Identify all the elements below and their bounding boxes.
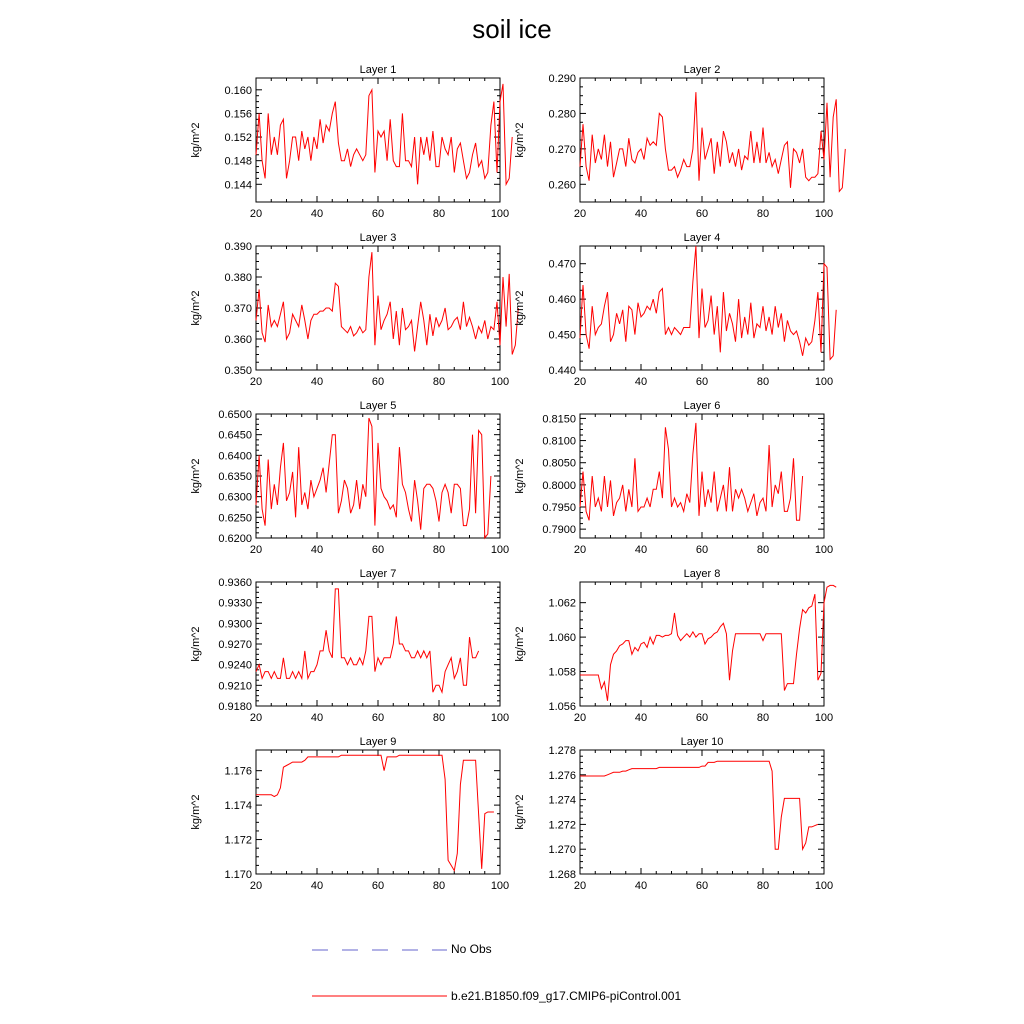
y-axis-label: kg/m^2 bbox=[514, 626, 526, 662]
y-tick-label: 0.160 bbox=[224, 84, 252, 97]
plot-frame bbox=[580, 78, 824, 202]
x-tick-label: 60 bbox=[695, 880, 709, 892]
x-tick-label: 60 bbox=[371, 208, 385, 220]
panel-title: Layer 9 bbox=[359, 736, 397, 748]
y-tick-label: 0.470 bbox=[548, 258, 576, 271]
x-tick-label: 100 bbox=[814, 208, 834, 220]
x-tick-label: 20 bbox=[573, 208, 587, 220]
x-tick-label: 60 bbox=[695, 376, 709, 388]
panel-title: Layer 10 bbox=[680, 736, 724, 748]
y-tick-label: 0.370 bbox=[224, 303, 252, 315]
panel-title: Layer 3 bbox=[359, 232, 397, 244]
x-tick-label: 80 bbox=[756, 208, 770, 220]
plot-frame bbox=[580, 246, 824, 370]
x-tick-label: 40 bbox=[310, 712, 324, 724]
y-tick-label: 0.8000 bbox=[542, 479, 576, 492]
series-line bbox=[580, 92, 845, 191]
x-tick-label: 60 bbox=[695, 544, 709, 556]
y-tick-label: 0.360 bbox=[224, 334, 252, 346]
y-tick-label: 1.274 bbox=[548, 794, 576, 807]
x-tick-label: 20 bbox=[249, 544, 263, 556]
y-tick-label: 0.6400 bbox=[218, 450, 252, 463]
x-tick-label: 100 bbox=[490, 208, 510, 220]
panel-layer-4 bbox=[514, 232, 836, 388]
y-tick-label: 0.270 bbox=[548, 143, 576, 156]
y-tick-label: 0.6500 bbox=[218, 409, 252, 421]
y-tick-label: 1.176 bbox=[224, 765, 252, 778]
y-tick-label: 1.268 bbox=[548, 869, 576, 881]
y-axis-label: kg/m^2 bbox=[190, 290, 202, 326]
panel-layer-8 bbox=[514, 568, 836, 724]
y-tick-label: 0.6250 bbox=[218, 512, 252, 525]
series-line bbox=[580, 761, 818, 849]
panel-layer-5 bbox=[190, 400, 509, 556]
x-tick-label: 60 bbox=[695, 712, 709, 724]
x-tick-label: 80 bbox=[432, 376, 446, 388]
y-axis-label: kg/m^2 bbox=[190, 458, 202, 494]
x-tick-label: 20 bbox=[573, 376, 587, 388]
x-tick-label: 80 bbox=[432, 712, 446, 724]
x-tick-label: 40 bbox=[634, 208, 648, 220]
x-tick-label: 40 bbox=[310, 544, 324, 556]
series-line bbox=[580, 423, 803, 520]
y-tick-label: 1.276 bbox=[548, 769, 576, 782]
y-tick-label: 0.260 bbox=[548, 179, 576, 192]
x-tick-label: 20 bbox=[249, 712, 263, 724]
panel-title: Layer 8 bbox=[683, 568, 721, 580]
y-axis-label: kg/m^2 bbox=[514, 458, 526, 494]
x-tick-label: 100 bbox=[490, 376, 510, 388]
y-axis-label: kg/m^2 bbox=[190, 794, 202, 830]
y-tick-label: 1.278 bbox=[548, 745, 576, 757]
y-tick-label: 0.7900 bbox=[542, 524, 576, 537]
panel-grid bbox=[190, 64, 845, 892]
series-line bbox=[580, 246, 836, 359]
series-line bbox=[256, 84, 512, 184]
y-tick-label: 0.9330 bbox=[218, 597, 252, 610]
panel-layer-10 bbox=[514, 736, 833, 892]
y-axis-label: kg/m^2 bbox=[190, 626, 202, 662]
x-tick-label: 20 bbox=[573, 880, 587, 892]
x-tick-label: 80 bbox=[432, 880, 446, 892]
x-tick-label: 80 bbox=[432, 208, 446, 220]
x-tick-label: 60 bbox=[371, 712, 385, 724]
y-tick-label: 0.9210 bbox=[218, 680, 252, 693]
x-tick-label: 80 bbox=[756, 544, 770, 556]
y-tick-label: 0.6350 bbox=[218, 471, 252, 483]
y-tick-label: 0.6200 bbox=[218, 533, 252, 545]
x-tick-label: 60 bbox=[371, 376, 385, 388]
y-tick-label: 1.062 bbox=[548, 597, 576, 610]
plot-frame bbox=[256, 750, 500, 874]
y-tick-label: 0.6300 bbox=[218, 491, 252, 504]
y-axis-label: kg/m^2 bbox=[514, 290, 526, 326]
x-tick-label: 80 bbox=[756, 712, 770, 724]
y-tick-label: 0.148 bbox=[224, 155, 252, 168]
y-tick-label: 0.6450 bbox=[218, 429, 252, 442]
panel-layer-2 bbox=[514, 64, 845, 220]
x-tick-label: 20 bbox=[573, 712, 587, 724]
y-tick-label: 0.9360 bbox=[218, 577, 252, 589]
x-tick-label: 100 bbox=[490, 712, 510, 724]
x-tick-label: 20 bbox=[249, 376, 263, 388]
y-tick-label: 1.170 bbox=[224, 869, 252, 881]
y-tick-label: 1.056 bbox=[548, 701, 576, 713]
y-tick-label: 0.8150 bbox=[542, 413, 576, 426]
y-tick-label: 0.144 bbox=[224, 179, 252, 192]
series-line bbox=[580, 585, 836, 700]
y-tick-label: 0.280 bbox=[548, 108, 576, 121]
y-tick-label: 0.7950 bbox=[542, 502, 576, 514]
y-tick-label: 0.9240 bbox=[218, 659, 252, 672]
y-tick-label: 1.174 bbox=[224, 800, 252, 813]
x-tick-label: 100 bbox=[490, 544, 510, 556]
chart-title: soil ice bbox=[472, 14, 552, 44]
y-tick-label: 0.440 bbox=[548, 365, 576, 377]
y-tick-label: 0.380 bbox=[224, 272, 252, 284]
y-axis-label: kg/m^2 bbox=[514, 122, 526, 158]
y-tick-label: 0.460 bbox=[548, 294, 576, 307]
panel-title: Layer 2 bbox=[683, 64, 721, 76]
x-tick-label: 40 bbox=[634, 544, 648, 556]
panel-title: Layer 4 bbox=[683, 232, 721, 244]
x-tick-label: 40 bbox=[310, 208, 324, 220]
x-tick-label: 60 bbox=[371, 544, 385, 556]
x-tick-label: 40 bbox=[310, 376, 324, 388]
x-tick-label: 40 bbox=[634, 880, 648, 892]
panel-title: Layer 5 bbox=[359, 400, 397, 412]
series-line bbox=[256, 252, 518, 354]
y-tick-label: 0.8100 bbox=[542, 435, 576, 448]
y-tick-label: 1.172 bbox=[224, 834, 252, 847]
x-tick-label: 20 bbox=[573, 544, 587, 556]
plot-frame bbox=[256, 246, 500, 370]
y-tick-label: 0.156 bbox=[224, 108, 252, 121]
x-tick-label: 100 bbox=[814, 880, 834, 892]
x-tick-label: 80 bbox=[756, 880, 770, 892]
panel-layer-6 bbox=[514, 400, 833, 556]
y-tick-label: 1.270 bbox=[548, 844, 576, 857]
x-tick-label: 20 bbox=[249, 208, 263, 220]
plot-frame bbox=[580, 582, 824, 706]
panel-layer-3 bbox=[190, 232, 518, 388]
x-tick-label: 100 bbox=[490, 880, 510, 892]
x-tick-label: 100 bbox=[814, 712, 834, 724]
x-tick-label: 60 bbox=[695, 208, 709, 220]
y-tick-label: 0.390 bbox=[224, 241, 252, 253]
y-tick-label: 1.058 bbox=[548, 666, 576, 679]
series-line bbox=[256, 418, 491, 538]
plot-frame bbox=[256, 582, 500, 706]
y-axis-label: kg/m^2 bbox=[514, 794, 526, 830]
x-tick-label: 20 bbox=[249, 880, 263, 892]
x-tick-label: 100 bbox=[814, 544, 834, 556]
panel-layer-9 bbox=[190, 736, 509, 892]
y-tick-label: 1.060 bbox=[548, 632, 576, 645]
panel-layer-7 bbox=[190, 568, 509, 724]
x-tick-label: 60 bbox=[371, 880, 385, 892]
x-tick-label: 80 bbox=[756, 376, 770, 388]
y-tick-label: 1.272 bbox=[548, 819, 576, 832]
legend bbox=[312, 950, 447, 996]
x-tick-label: 40 bbox=[634, 712, 648, 724]
y-tick-label: 0.9300 bbox=[218, 618, 252, 631]
panel-layer-1 bbox=[190, 64, 512, 220]
y-tick-label: 0.9180 bbox=[218, 701, 252, 713]
series-line bbox=[256, 755, 494, 870]
legend-label-model: b.e21.B1850.f09_g17.CMIP6-piControl.001 bbox=[451, 989, 682, 1003]
panel-title: Layer 1 bbox=[359, 64, 397, 76]
y-tick-label: 0.350 bbox=[224, 365, 252, 377]
y-tick-label: 0.9270 bbox=[218, 639, 252, 651]
y-tick-label: 0.8050 bbox=[542, 457, 576, 470]
x-tick-label: 40 bbox=[634, 376, 648, 388]
x-tick-label: 40 bbox=[310, 880, 324, 892]
series-line bbox=[256, 589, 479, 692]
plot-frame bbox=[580, 750, 824, 874]
x-tick-label: 100 bbox=[814, 376, 834, 388]
panel-title: Layer 7 bbox=[359, 568, 397, 580]
y-axis-label: kg/m^2 bbox=[190, 122, 202, 158]
x-tick-label: 80 bbox=[432, 544, 446, 556]
panel-title: Layer 6 bbox=[683, 400, 721, 412]
y-tick-label: 0.290 bbox=[548, 73, 576, 85]
legend-label-no-obs: No Obs bbox=[451, 942, 492, 956]
y-tick-label: 0.152 bbox=[224, 132, 252, 145]
y-tick-label: 0.450 bbox=[548, 329, 576, 342]
